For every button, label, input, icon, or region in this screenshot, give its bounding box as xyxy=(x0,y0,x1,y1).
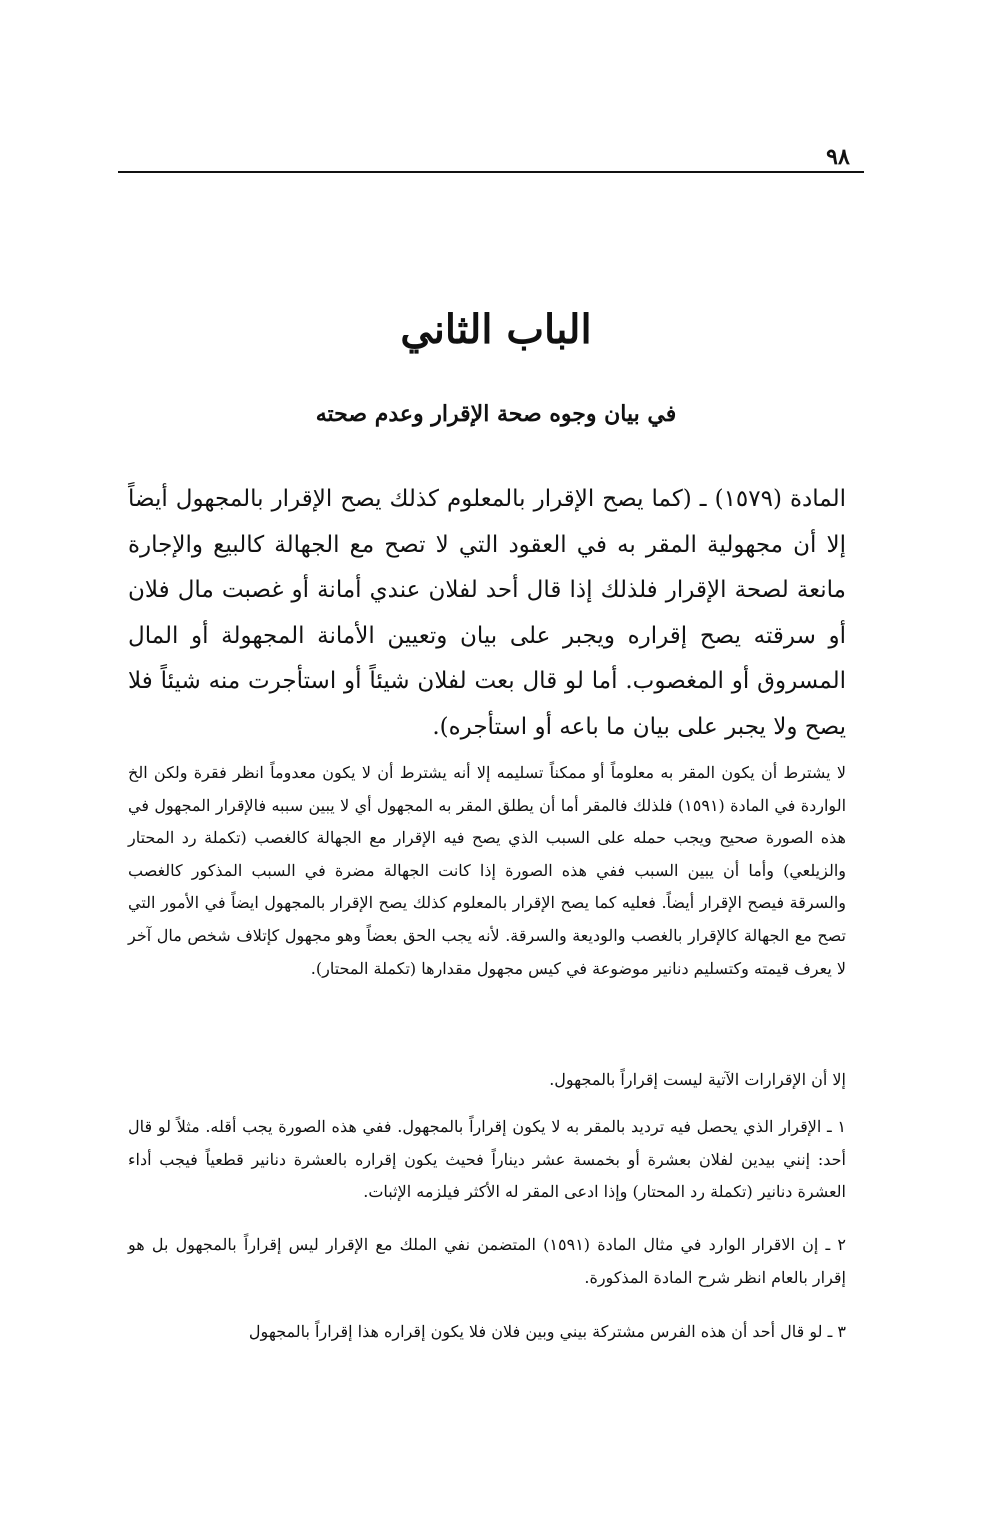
chapter-subtitle: في بيان وجوه صحة الإقرار وعدم صحته xyxy=(315,401,677,427)
page-number: ٩٨ xyxy=(826,144,850,170)
commentary-item-3: ٣ ـ لو قال أحد أن هذه الفرس مشتركة بيني وبين فلان فلا يكون إقراره هذا إقراراً بالمجهول xyxy=(248,1322,846,1341)
commentary-item-1: ١ ـ الإقرار الذي يحصل فيه ترديد بالمقر به لا يكون إقراراً بالمجهول. ففي هذه الصورة يجب أقله. مثلاً لو قال أحد: إنني بيدين لفلان بعشرة أو بخمسة عشر ديناراً فحيث يكون إقراره بالعشرة دنانير قطعياً فيجب أداء العشرة دنانير (تكملة رد المحتار) وإذا ادعى المقر له الأكثر فيلزمه الإثبات. xyxy=(128,1117,847,1202)
commentary-item-2: ٢ ـ إن الاقرار الوارد في مثال المادة (١٥٩١) المتضمن نفي الملك مع الإقرار ليس إقراراً بالمجهول بل هو إقرار بالعام انظر شرح المادة المذكورة. xyxy=(128,1235,846,1287)
article-1579-text: المادة (١٥٧٩) ـ (كما يصح الإقرار بالمعلوم كذلك يصح الإقرار بالمجهول أيضاً إلا أن مجهولية المقر به في العقود التي لا تصح مع الجهالة كالبيع والإجارة مانعة لصحة الإقرار فلذلك إذا قال أحد لفلان عندي أمانة أو غصبت مال فلان أو سرقته يصح إقراره ويجبر على بيان وتعيين الأمانة المجهولة أو المال المسروق أو المغصوب. أما لو قال بعت لفلان شيئاً أو استأجرت منه شيئاً فلا يصح ولا يجبر على بيان ما باعه أو استأجره). xyxy=(128,486,846,740)
commentary-paragraph-exceptions-intro: إلا أن الإقرارات الآتية ليست إقراراً بالمجهول. xyxy=(549,1070,846,1089)
commentary-paragraph-general: لا يشترط أن يكون المقر به معلوماً أو ممكناً تسليمه إلا أنه يشترط أن لا يكون معدوماً انظر فقرة ولكن الخ الواردة في المادة (١٥٩١) فلذلك فالمقر أما أن يطلق المقر به المجهول أي لا يبين سببه فالإقرار المجهول في هذه الصورة صحيح ويجب حمله على السبب الذي يصح فيه الإقرار مع الجهالة كالغصب (تكملة رد المحتار والزيلعي) وأما أن يبين السبب ففي هذه الصورة إذا كانت الجهالة مضرة في السبب المذكور كالغصب والسرقة فيصح الإقرار أيضاً. فعليه كما يصح الإقرار بالمعلوم كذلك يصح الإقرار بالمجهول ايضاً في الأمور التي تصح مع الجهالة كالإقرار بالغصب والوديعة والسرقة. لأنه يجب الحق بعضاً وهو مجهول كإتلاف شخص مال آخر لا يعرف قيمته وكتسليم دنانير موضوعة في كيس مجهول مقدارها (تكملة المحتار). xyxy=(128,763,847,978)
header-rule xyxy=(118,171,864,173)
chapter-title: الباب الثاني xyxy=(400,306,592,353)
